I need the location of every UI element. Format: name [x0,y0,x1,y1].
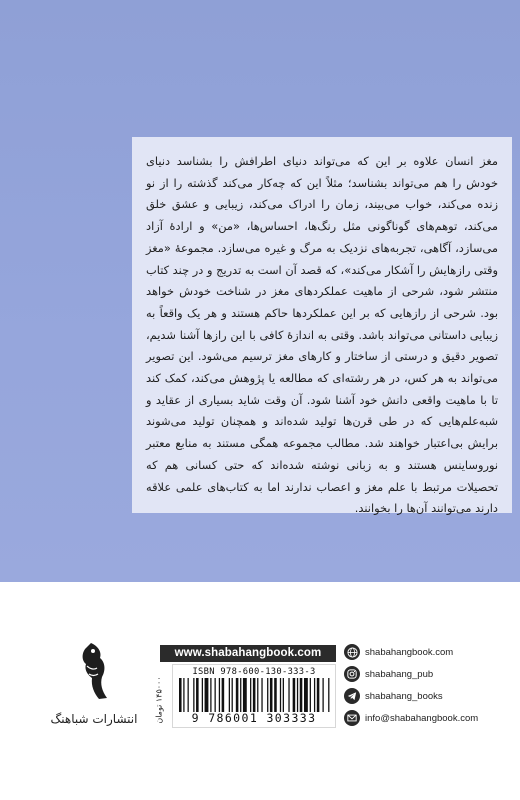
web-icon [344,644,360,660]
social-text-web: shabahangbook.com [365,646,454,658]
telegram-icon [344,688,360,704]
social-item-telegram[interactable] [344,687,443,705]
blurb-text: مغز انسان علاوه بر این که می‌تواند دنیای اطرافش را بشناسد دنیای خودش را هم می‌تواند بشناسد؛ مثلاً این که چه‌کار می‌کند گذشته را از نو زنده می‌کند، خواب می‌بیند، زمان را ادراک می‌کند، زیبایی و عشق خلق می‌کند، توهم‌های گوناگونی مثل رنگ‌ها، احساس‌ها، «من» و ارادهٔ آزاد می‌سازد، آگاهی، تجربه‌های نزدیک به مرگ و غیره می‌سازد. مجموعهٔ «مغز وقتی رازهایش را آشکار می‌کند»، که قصد آن است به تدریج و در چند کتاب منتشر شود، شرحی از ماهیت عملکردهای مغز در شناخت خودش خواهد بود. شرحی از رازهایی که بر این عملکردها حاکم هستند و هر یک واقعاً به زیبایی داستانی می‌تواند باشد. وقتی به اندازهٔ کافی با این رازها آشنا شدیم، تصویر دقیق و درستی از ساختار و کارهای مغز ترسیم می‌شود. این تصویر می‌تواند به هر کس، در هر رشته‌ای که مطالعه یا پژوهش می‌کند، کمک کند تا با ماهیت واقعی دانش خود آشنا شود. آن وقت شاید بسیاری از عقاید و شبه‌علم‌هایی که در طی قرن‌ها تولید شده‌اند و همچنان تولید می‌شوند برایش بی‌اعتبار خواهند شد. مطالب مجموعه همگی مستند به منابع معتبر نوروساینس هستند و به زبانی نوشته شده‌اند که حتی کسانی هم که تحصیلات مرتبط با علم مغز و اعصاب ندارند اما به کتاب‌های علمی علاقه دارند می‌توانند آن‌ها را بخوانند. [146,154,498,516]
price-text: ۱۴۵۰۰۰ تومان [154,676,164,724]
email-icon [344,710,360,726]
barcode-box [172,664,336,728]
barcode-bars [179,678,331,712]
social-item-web[interactable] [344,643,453,661]
blurb-box [132,137,512,516]
instagram-icon [344,666,360,682]
social-text-telegram: shabahang_books [365,690,443,702]
social-item-instagram[interactable] [344,665,433,683]
night-bird-icon [72,640,110,702]
social-text-email: info@shabahangbook.com [365,712,479,724]
social-text-instagram: shabahang_pub [365,668,434,680]
publisher-logo [34,640,154,730]
barcode-number: 9 786001 303333 [191,711,317,725]
price-label [152,672,166,728]
website-bar: www.shabahangbook.com [160,645,336,662]
social-item-email[interactable] [344,709,478,727]
publisher-name: انتشارات شباهنگ [50,712,138,726]
isbn-text: ISBN 978-600-130-333-3 [192,667,316,677]
